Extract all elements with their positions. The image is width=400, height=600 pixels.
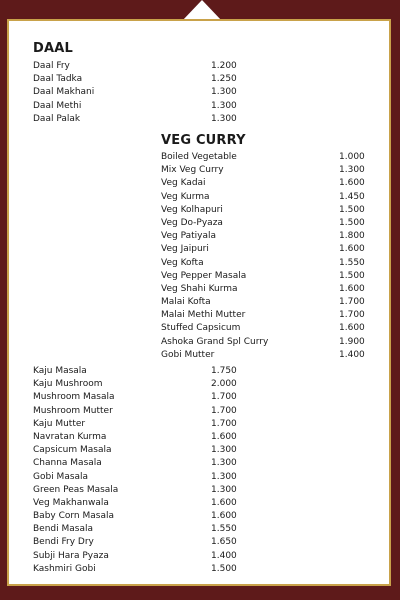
menu-item-name: Daal Methi (33, 100, 82, 111)
menu-item-row (33, 418, 253, 431)
menu-item-name: Malai Methi Mutter (161, 310, 246, 321)
menu-item-name: Capsicum Masala (33, 445, 112, 456)
menu-item-name: Veg Kurma (161, 191, 210, 202)
menu-item-name: Subji Hara Pyaza (33, 550, 109, 561)
menu-item-name: Mushroom Masala (33, 392, 115, 403)
menu-item-name: Kaju Mushroom (33, 379, 103, 390)
menu-item-price: 1.600 (339, 283, 365, 294)
menu-item-name: Veg Pepper Masala (161, 270, 247, 281)
menu-item-name: Veg Kadai (161, 178, 206, 189)
menu-item-price: 1.200 (211, 61, 237, 71)
menu-item-row (161, 283, 371, 296)
menu-item-row (33, 405, 253, 418)
menu-item-row (161, 336, 371, 349)
menu-item-row (161, 296, 371, 309)
menu-item-row (33, 497, 253, 510)
menu-item-name: Kaju Masala (33, 366, 87, 376)
menu-item-price: 1.400 (339, 349, 365, 360)
menu-item-name: Kashmiri Gobi (33, 563, 96, 574)
menu-item-name: Veg Kolhapuri (161, 204, 223, 215)
menu-item-row (161, 164, 371, 177)
menu-item-price: 2.000 (211, 379, 237, 390)
menu-item-row (33, 100, 253, 113)
menu-item-price: 1.700 (339, 310, 365, 321)
menu-item-row (161, 309, 371, 322)
menu-item-name: Daal Fry (33, 61, 70, 71)
menu-item-price: 1.700 (211, 418, 237, 429)
menu-item-row (161, 243, 371, 256)
veg-curry-list (161, 151, 371, 362)
menu-item-name: Veg Shahi Kurma (161, 283, 238, 294)
menu-item-row (33, 73, 253, 86)
menu-item-row (33, 457, 253, 470)
menu-item-row (33, 391, 253, 404)
menu-item-row (33, 378, 253, 391)
menu-item-name: Gobi Mutter (161, 349, 215, 360)
menu-item-price: 1.550 (339, 257, 365, 268)
menu-item-price: 1.500 (339, 204, 365, 215)
menu-item-price: 1.750 (211, 366, 237, 376)
menu-item-row (161, 257, 371, 270)
menu-item-price: 1.300 (211, 445, 237, 456)
menu-item-name: Daal Tadka (33, 74, 83, 85)
menu-item-row (161, 191, 371, 204)
menu-item-price: 1.600 (211, 497, 237, 508)
menu-item-name: Gobi Masala (33, 471, 89, 482)
menu-item-price: 1.450 (339, 191, 365, 202)
menu-item-price: 1.900 (339, 336, 365, 347)
menu-item-name: Mushroom Mutter (33, 405, 113, 416)
menu-item-price: 1.000 (339, 152, 365, 162)
menu-item-name: Channa Masala (33, 458, 102, 469)
menu-item-name: Ashoka Grand Spl Curry (161, 336, 269, 347)
menu-item-name: Green Peas Masala (33, 484, 119, 495)
menu-item-price: 1.300 (211, 458, 237, 469)
menu-item-name: Bendi Fry Dry (33, 537, 94, 548)
menu-item-price: 1.300 (339, 165, 365, 176)
menu-item-row (33, 523, 253, 536)
menu-item-name: Daal Makhani (33, 87, 95, 98)
menu-item-name: Baby Corn Masala (33, 511, 114, 522)
menu-item-price: 1.550 (211, 524, 237, 535)
menu-item-name: Kaju Mutter (33, 418, 86, 429)
top-notch (182, 0, 222, 21)
menu-item-price: 1.300 (211, 471, 237, 482)
daal-list (33, 60, 253, 126)
menu-item-row (33, 60, 253, 73)
menu-item-row (161, 349, 371, 362)
more-curry-list (33, 365, 253, 576)
menu-item-price: 1.600 (339, 178, 365, 189)
menu-item-name: Navratan Kurma (33, 431, 107, 442)
menu-item-name: Veg Kofta (161, 257, 204, 268)
menu-item-row (161, 322, 371, 335)
menu-item-row (33, 550, 253, 563)
menu-item-row (33, 536, 253, 549)
menu-item-price: 1.400 (211, 550, 237, 561)
menu-item-name: Bendi Masala (33, 524, 93, 535)
veg-curry-heading: VEG CURRY (161, 133, 246, 148)
menu-item-name: Malai Kofta (161, 297, 211, 308)
menu-item-name: Veg Do-Pyaza (161, 217, 223, 228)
menu-item-row (33, 113, 253, 126)
menu-item-price: 1.500 (339, 270, 365, 281)
menu-item-name: Veg Jaipuri (161, 244, 209, 255)
menu-item-price: 1.600 (211, 511, 237, 522)
menu-item-name: Daal Palak (33, 113, 81, 124)
menu-item-price: 1.700 (339, 297, 365, 308)
menu-item-row (33, 563, 253, 576)
menu-item-price: 1.300 (211, 113, 237, 124)
menu-item-price: 1.300 (211, 484, 237, 495)
menu-item-row (33, 471, 253, 484)
menu-item-row (33, 365, 253, 378)
menu-item-price: 1.300 (211, 100, 237, 111)
menu-item-row (161, 270, 371, 283)
daal-heading: DAAL (33, 41, 73, 56)
menu-item-row (33, 484, 253, 497)
menu-item-price: 1.700 (211, 392, 237, 403)
menu-item-row (33, 510, 253, 523)
menu-item-row (33, 431, 253, 444)
menu-item-row (33, 444, 253, 457)
menu-item-price: 1.600 (339, 323, 365, 334)
menu-item-row (161, 217, 371, 230)
menu-item-name: Veg Patiyala (161, 231, 216, 242)
menu-item-name: Veg Makhanwala (33, 497, 109, 508)
menu-item-name: Stuffed Capsicum (161, 323, 241, 334)
menu-item-price: 1.700 (211, 405, 237, 416)
menu-item-price: 1.500 (211, 563, 237, 574)
menu-item-row (161, 151, 371, 164)
menu-item-row (161, 177, 371, 190)
menu-item-price: 1.500 (339, 217, 365, 228)
menu-item-name: Mix Veg Curry (161, 165, 224, 176)
menu-item-row (33, 86, 253, 99)
menu-item-row (161, 230, 371, 243)
menu-item-price: 1.250 (211, 74, 237, 85)
menu-item-row (161, 204, 371, 217)
menu-item-name: Boiled Vegetable (161, 152, 237, 162)
menu-item-price: 1.650 (211, 537, 237, 548)
menu-item-price: 1.300 (211, 87, 237, 98)
menu-item-price: 1.800 (339, 231, 365, 242)
menu-item-price: 1.600 (211, 431, 237, 442)
menu-item-price: 1.600 (339, 244, 365, 255)
